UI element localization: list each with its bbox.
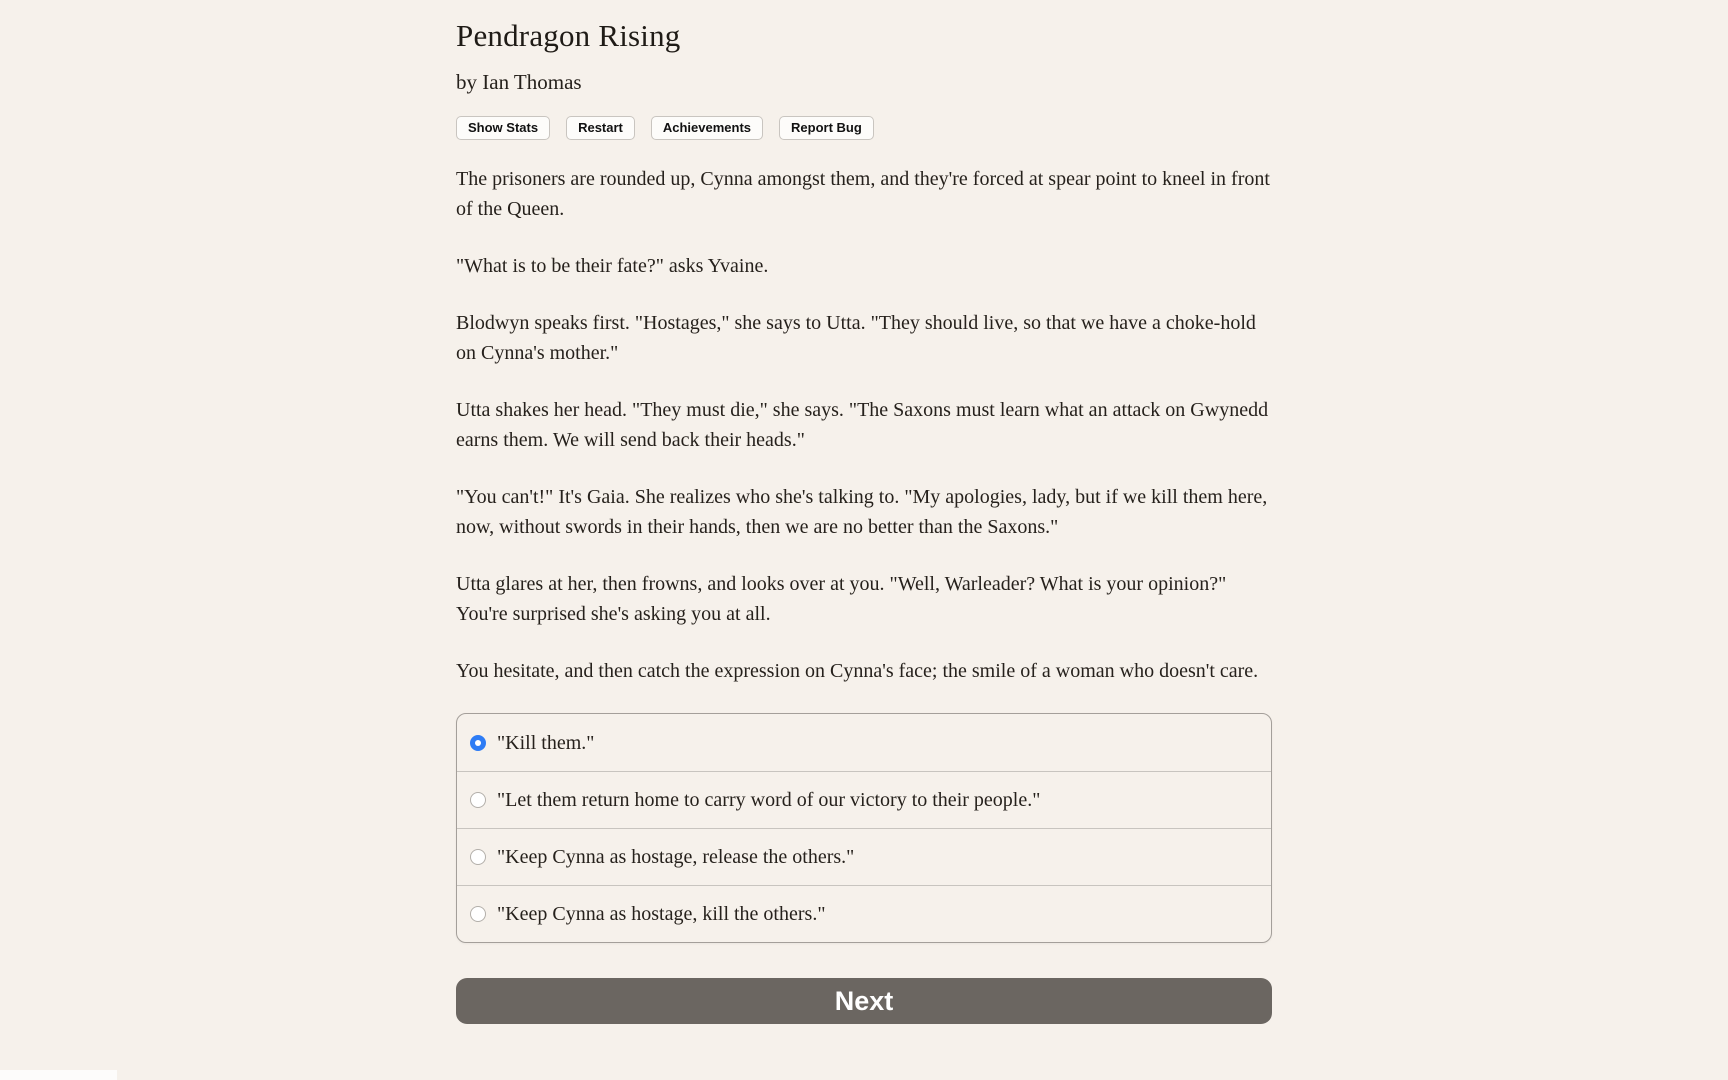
choice-option-kill-them[interactable] bbox=[457, 714, 1271, 771]
restart-button[interactable]: Restart bbox=[566, 116, 635, 140]
achievements-button[interactable]: Achievements bbox=[651, 116, 763, 140]
choice-option-label: "Keep Cynna as hostage, release the others." bbox=[497, 846, 855, 868]
choice-list bbox=[456, 713, 1272, 943]
story-paragraph: The prisoners are rounded up, Cynna amongst them, and they're forced at spear point to kneel in front of the Queen. bbox=[456, 168, 1270, 220]
choice-option-label: "Let them return home to carry word of our victory to their people." bbox=[497, 789, 1041, 811]
story-paragraph: "What is to be their fate?" asks Yvaine. bbox=[456, 255, 769, 277]
radio-unselected-icon[interactable] bbox=[470, 792, 486, 808]
story-paragraph: Utta glares at her, then frowns, and looks over at you. "Well, Warleader? What is your opinion?" You're surprised she's asking you at all. bbox=[456, 573, 1227, 625]
choice-option-keep-cynna-kill-others[interactable] bbox=[457, 885, 1271, 942]
bottom-edge-strip bbox=[0, 1070, 117, 1080]
choice-option-label: "Keep Cynna as hostage, kill the others." bbox=[497, 903, 826, 925]
radio-selected-icon[interactable] bbox=[470, 735, 486, 751]
page-title: Pendragon Rising bbox=[456, 18, 681, 53]
story-paragraph: Utta shakes her head. "They must die," she says. "The Saxons must learn what an attack on Gwynedd earns them. We will send back their heads." bbox=[456, 399, 1269, 451]
author-byline: by Ian Thomas bbox=[456, 70, 582, 94]
choice-option-let-them-return[interactable] bbox=[457, 771, 1271, 828]
story-paragraph: You hesitate, and then catch the expression on Cynna's face; the smile of a woman who doesn't care. bbox=[456, 660, 1259, 682]
story-paragraph: Blodwyn speaks first. "Hostages," she says to Utta. "They should live, so that we have a choke-hold on Cynna's mother." bbox=[456, 312, 1256, 364]
report-bug-button[interactable]: Report Bug bbox=[779, 116, 874, 140]
toolbar bbox=[456, 116, 1272, 140]
game-page bbox=[456, 0, 1272, 1024]
show-stats-button[interactable]: Show Stats bbox=[456, 116, 550, 140]
choice-option-label: "Kill them." bbox=[497, 731, 595, 754]
radio-unselected-icon[interactable] bbox=[470, 849, 486, 865]
radio-unselected-icon[interactable] bbox=[470, 906, 486, 922]
next-button[interactable]: Next bbox=[456, 978, 1272, 1024]
choice-option-keep-cynna-release-others[interactable] bbox=[457, 828, 1271, 885]
story-paragraph: "You can't!" It's Gaia. She realizes who she's talking to. "My apologies, lady, but if we kill them here, now, without swords in their hands, then we are no better than the Saxons." bbox=[456, 486, 1268, 538]
